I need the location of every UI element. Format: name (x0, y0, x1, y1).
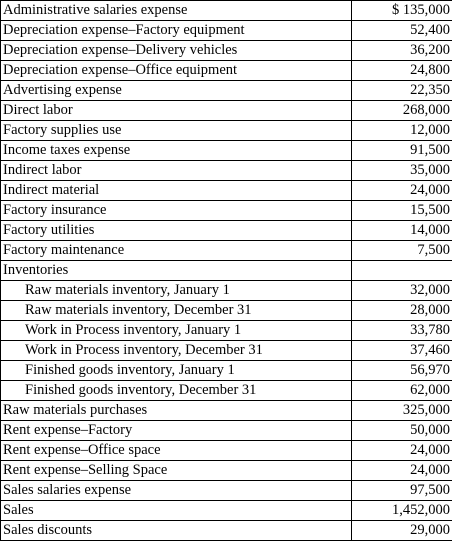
table-row (1, 61, 452, 81)
account-label: Factory maintenance (1, 241, 352, 261)
account-amount: $ 135,000 (352, 1, 452, 21)
account-amount: 28,000 (352, 301, 452, 321)
table-row (1, 21, 452, 41)
account-label: Sales salaries expense (1, 481, 352, 501)
table-row (1, 521, 452, 541)
account-amount: 50,000 (352, 421, 452, 441)
inventory-label: Finished goods inventory, December 31 (1, 381, 352, 401)
table-row (1, 401, 452, 421)
account-amount: 29,000 (352, 521, 452, 541)
account-amount: 91,500 (352, 141, 452, 161)
table-row (1, 121, 452, 141)
account-label: Sales (1, 501, 352, 521)
account-amount: 15,500 (352, 201, 452, 221)
account-amount: 14,000 (352, 221, 452, 241)
account-amount: 24,000 (352, 461, 452, 481)
account-label: Indirect material (1, 181, 352, 201)
account-amount: 325,000 (352, 401, 452, 421)
account-label: Income taxes expense (1, 141, 352, 161)
account-label: Rent expense–Selling Space (1, 461, 352, 481)
account-amount: 268,000 (352, 101, 452, 121)
table-row (1, 101, 452, 121)
table-row (1, 161, 452, 181)
table-row (1, 441, 452, 461)
table-row (1, 301, 452, 321)
inventory-label: Finished goods inventory, January 1 (1, 361, 352, 381)
account-label: Indirect labor (1, 161, 352, 181)
account-label: Factory supplies use (1, 121, 352, 141)
account-amount: 12,000 (352, 121, 452, 141)
account-label: Advertising expense (1, 81, 352, 101)
account-amount: 24,800 (352, 61, 452, 81)
account-amount: 7,500 (352, 241, 452, 261)
account-amount: 97,500 (352, 481, 452, 501)
account-balances-body (1, 1, 452, 541)
account-label: Administrative salaries expense (1, 1, 352, 21)
table-row (1, 181, 452, 201)
table-row (1, 141, 452, 161)
inventory-label: Raw materials inventory, December 31 (1, 301, 352, 321)
table-row (1, 381, 452, 401)
table-row (1, 321, 452, 341)
inventory-label: Raw materials inventory, January 1 (1, 281, 352, 301)
table-row (1, 501, 452, 521)
account-amount: 35,000 (352, 161, 452, 181)
account-label: Depreciation expense–Factory equipment (1, 21, 352, 41)
account-amount: 56,970 (352, 361, 452, 381)
account-label: Direct labor (1, 101, 352, 121)
account-label: Factory insurance (1, 201, 352, 221)
table-row (1, 221, 452, 241)
account-label: Rent expense–Office space (1, 441, 352, 461)
account-amount: 32,000 (352, 281, 452, 301)
table-row (1, 361, 452, 381)
section-header-row (1, 261, 452, 281)
table-row (1, 481, 452, 501)
table-row (1, 461, 452, 481)
account-label: Depreciation expense–Office equipment (1, 61, 352, 81)
account-amount: 33,780 (352, 321, 452, 341)
account-amount: 36,200 (352, 41, 452, 61)
account-amount: 62,000 (352, 381, 452, 401)
table-row (1, 241, 452, 261)
table-row (1, 341, 452, 361)
account-label: Rent expense–Factory (1, 421, 352, 441)
table-row (1, 421, 452, 441)
inventory-label: Work in Process inventory, December 31 (1, 341, 352, 361)
account-label: Raw materials purchases (1, 401, 352, 421)
account-label: Sales discounts (1, 521, 352, 541)
table-row (1, 201, 452, 221)
account-amount (352, 261, 452, 281)
account-label: Depreciation expense–Delivery vehicles (1, 41, 352, 61)
account-label: Factory utilities (1, 221, 352, 241)
account-amount: 37,460 (352, 341, 452, 361)
table-row (1, 1, 452, 21)
account-amount: 24,000 (352, 181, 452, 201)
table-row (1, 281, 452, 301)
table-row (1, 81, 452, 101)
inventory-label: Work in Process inventory, January 1 (1, 321, 352, 341)
account-amount: 22,350 (352, 81, 452, 101)
section-label: Inventories (1, 261, 352, 281)
table-row (1, 41, 452, 61)
account-amount: 1,452,000 (352, 501, 452, 521)
account-amount: 52,400 (352, 21, 452, 41)
account-amount: 24,000 (352, 441, 452, 461)
